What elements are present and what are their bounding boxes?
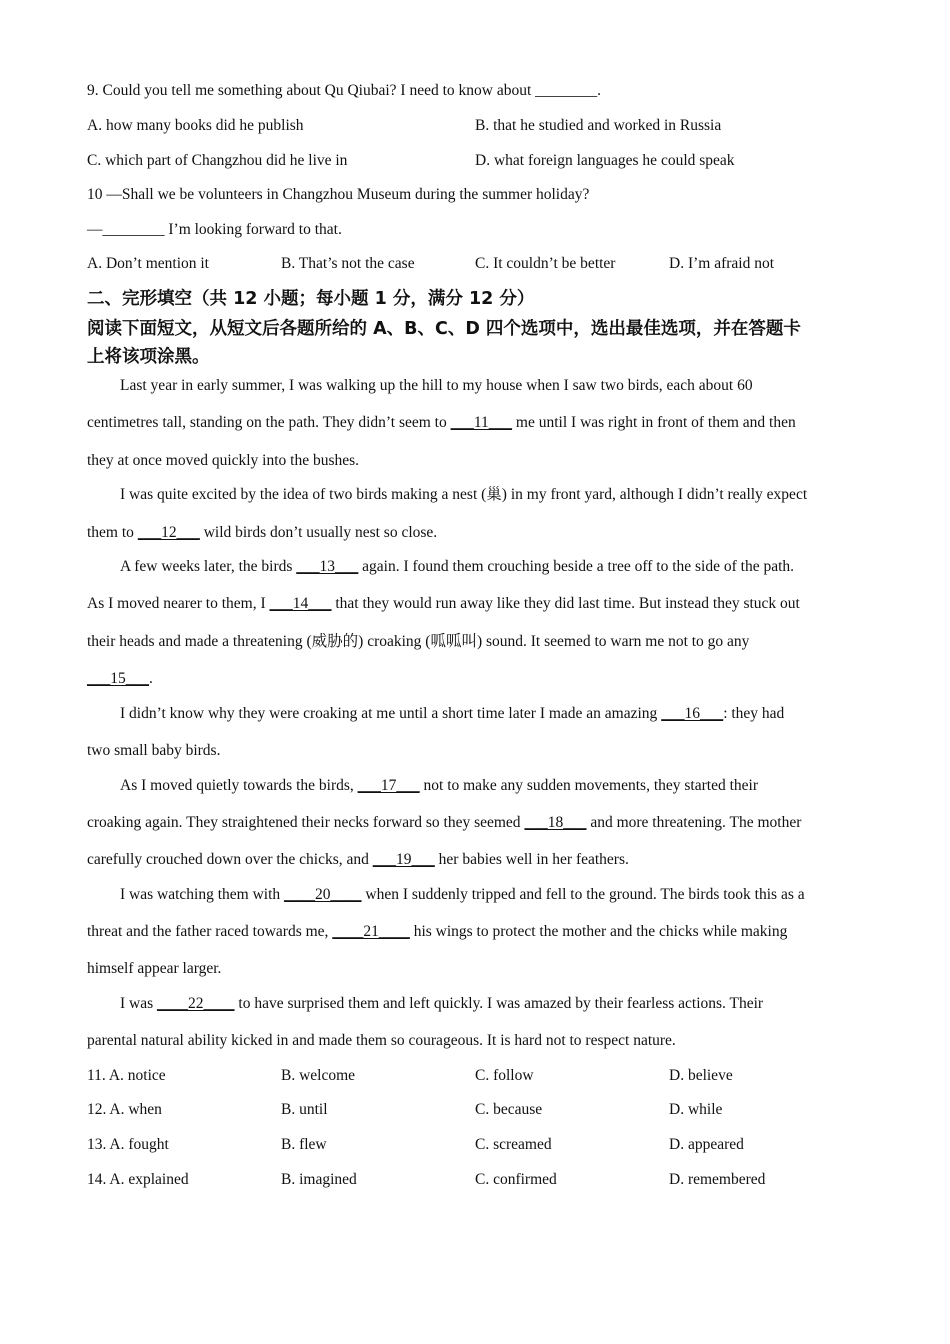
- passage-p6-line3: himself appear larger.: [87, 960, 222, 977]
- q13-option-c: C. screamed: [475, 1136, 552, 1153]
- q10-option-b: B. That’s not the case: [281, 255, 415, 272]
- q12-option-d: D. while: [669, 1101, 723, 1118]
- q9-option-b: B. that he studied and worked in Russia: [475, 117, 722, 134]
- blank-22: ____22____: [157, 995, 235, 1012]
- q13-option-a: 13. A. fought: [87, 1136, 169, 1153]
- section-instructions-line2: 上将该项涂黑。: [87, 347, 210, 367]
- passage-p3-line2: As I moved nearer to them, I ___14___ that they would run away like they did last time. But instead they stuck out: [87, 595, 800, 612]
- q11-option-d: D. believe: [669, 1067, 733, 1084]
- blank-13: ___13___: [296, 558, 359, 575]
- q9-stem: 9. Could you tell me something about Qu Qiubai? I need to know about ________.: [87, 82, 602, 99]
- passage-p4-line2: two small baby birds.: [87, 742, 221, 759]
- q14-option-d: D. remembered: [669, 1171, 766, 1188]
- passage-p3-line3: their heads and made a threatening (威胁的) croaking (呱呱叫) sound. It seemed to warn me not to go any: [87, 633, 750, 650]
- q10-option-a: A. Don’t mention it: [87, 255, 209, 272]
- section-heading: 二、完形填空（共 12 小题；每小题 1 分，满分 12 分）: [87, 289, 535, 309]
- passage-p2-line1: I was quite excited by the idea of two birds making a nest (巢) in my front yard, although I didn’t really expect: [120, 486, 808, 503]
- q12-option-a: 12. A. when: [87, 1101, 162, 1118]
- passage-p5-line2: croaking again. They straightened their necks forward so they seemed ___18___ and more threatening. The mother: [87, 814, 802, 831]
- blank-21: ____21____: [332, 923, 410, 940]
- blank-16: ___16___: [661, 705, 724, 722]
- passage-p3-line1: A few weeks later, the birds ___13___ again. I found them crouching beside a tree off to the side of the path.: [120, 558, 795, 575]
- q10-reply: —________ I’m looking forward to that.: [87, 221, 342, 238]
- q9-option-c: C. which part of Changzhou did he live in: [87, 152, 348, 169]
- passage-p6-line1: I was watching them with ____20____ when I suddenly tripped and fell to the ground. The birds took this as a: [120, 886, 805, 903]
- q13-option-b: B. flew: [281, 1136, 327, 1153]
- blank-18: ___18___: [524, 814, 587, 831]
- passage-p1-line1: Last year in early summer, I was walking up the hill to my house when I saw two birds, each about 60: [120, 377, 753, 394]
- passage-p7-line1: I was ____22____ to have surprised them and left quickly. I was amazed by their fearless actions. Their: [120, 995, 764, 1012]
- q9-option-d: D. what foreign languages he could speak: [475, 152, 735, 169]
- passage-p5-line3: carefully crouched down over the chicks, and ___19___ her babies well in her feathers.: [87, 851, 629, 868]
- q14-option-a: 14. A. explained: [87, 1171, 189, 1188]
- passage-p7-line2: parental natural ability kicked in and made them so courageous. It is hard not to respect nature.: [87, 1032, 676, 1049]
- q12-option-b: B. until: [281, 1101, 328, 1118]
- q10-stem: 10 —Shall we be volunteers in Changzhou Museum during the summer holiday?: [87, 186, 590, 203]
- passage-p1-line2: centimetres tall, standing on the path. They didn’t seem to ___11___ me until I was right in front of them and then: [87, 414, 796, 431]
- q11-option-b: B. welcome: [281, 1067, 356, 1084]
- passage-p6-line2: threat and the father raced towards me, ____21____ his wings to protect the mother and the chicks while making: [87, 923, 788, 940]
- q13-option-d: D. appeared: [669, 1136, 744, 1153]
- passage-p1-line3: they at once moved quickly into the bushes.: [87, 452, 360, 469]
- q10-option-d: D. I’m afraid not: [669, 255, 775, 272]
- q9-option-a: A. how many books did he publish: [87, 117, 304, 134]
- blank-12: ___12___: [137, 524, 200, 541]
- blank-19: ___19___: [372, 851, 435, 868]
- q14-option-c: C. confirmed: [475, 1171, 557, 1188]
- q10-option-c: C. It couldn’t be better: [475, 255, 616, 272]
- q11-option-a: 11. A. notice: [87, 1067, 166, 1084]
- blank-20: ____20____: [284, 886, 362, 903]
- blank-11: ___11___: [450, 414, 513, 431]
- passage-p3-line4: ___15___.: [87, 670, 153, 687]
- section-instructions-line1: 阅读下面短文，从短文后各题所给的 A、B、C、D 四个选项中，选出最佳选项，并在答题卡: [87, 319, 801, 339]
- q12-option-c: C. because: [475, 1101, 543, 1118]
- blank-14: ___14___: [269, 595, 332, 612]
- blank-15: ___15___: [87, 670, 149, 687]
- passage-p4-line1: I didn’t know why they were croaking at me until a short time later I made an amazing ___16___: they had: [120, 705, 785, 722]
- q11-option-c: C. follow: [475, 1067, 534, 1084]
- blank-17: ___17___: [357, 777, 420, 794]
- passage-p2-line2: them to ___12___ wild birds don’t usually nest so close.: [87, 524, 438, 541]
- q14-option-b: B. imagined: [281, 1171, 357, 1188]
- passage-p5-line1: As I moved quietly towards the birds, ___17___ not to make any sudden movements, they started their: [120, 777, 758, 794]
